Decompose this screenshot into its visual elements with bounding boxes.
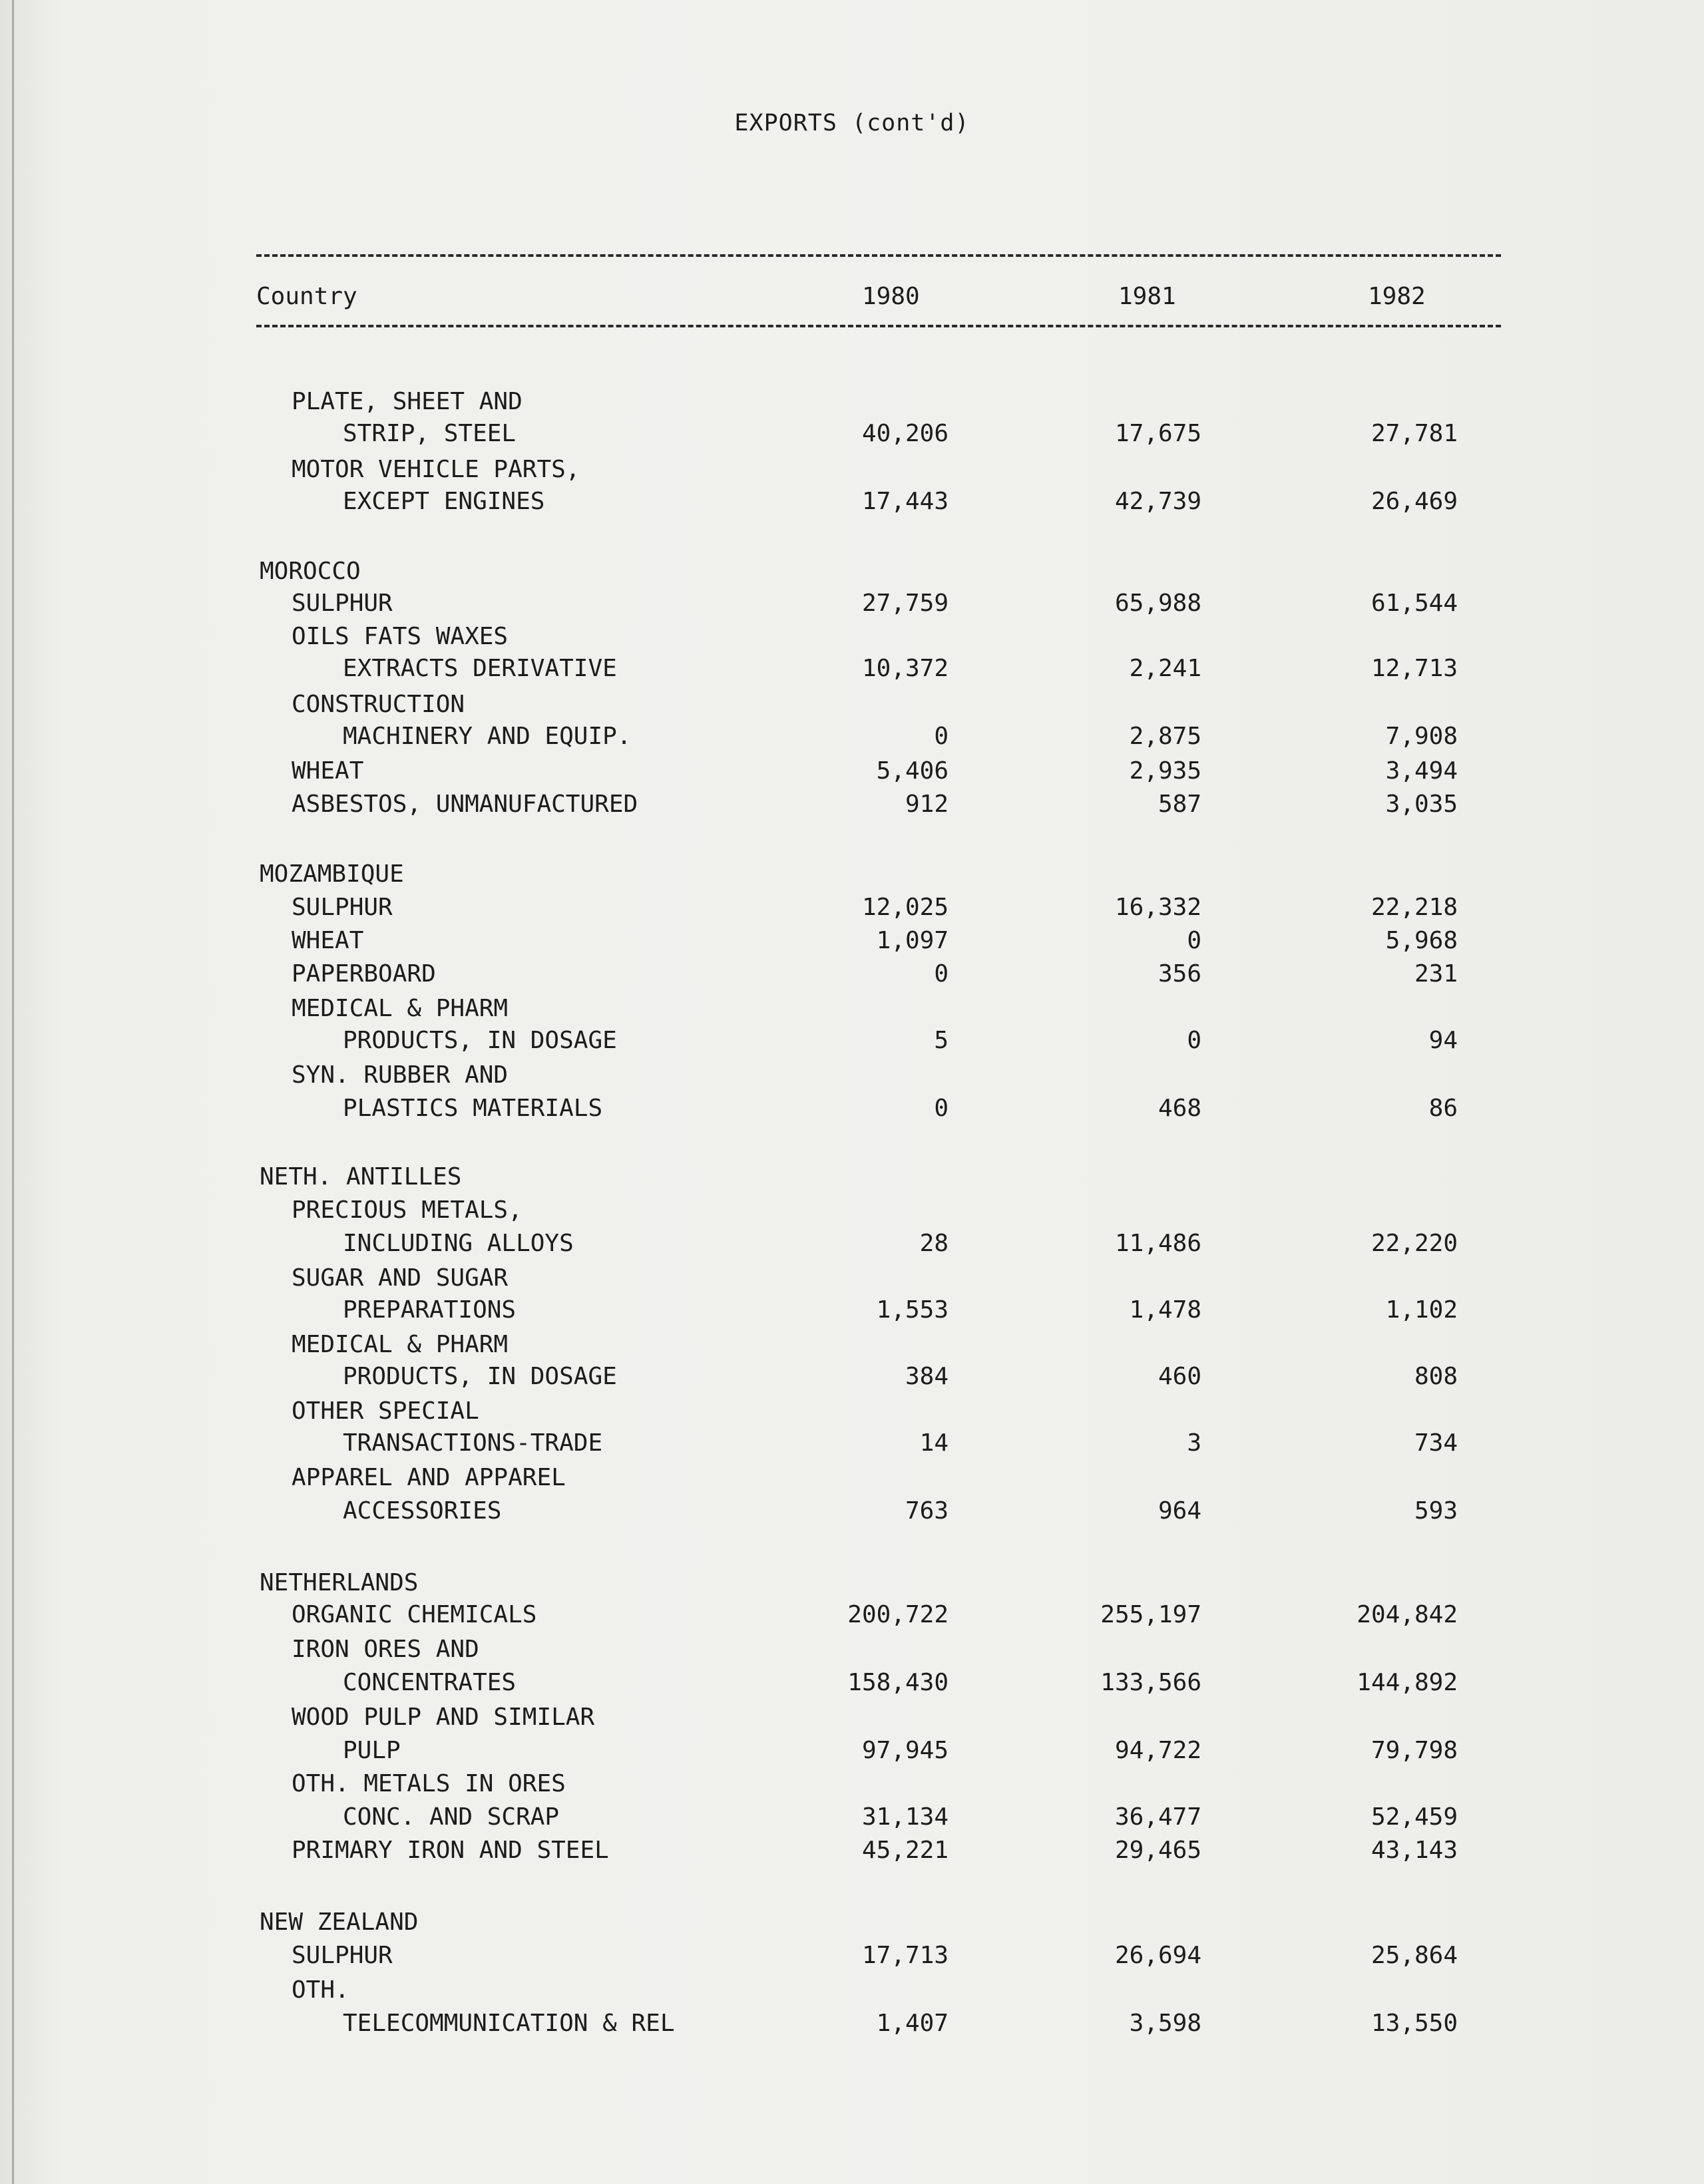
value-1980: 1,553 bbox=[876, 1296, 949, 1324]
value-1981: 3,598 bbox=[1129, 2010, 1201, 2037]
value-1980: 97,945 bbox=[861, 1737, 949, 1764]
table-row bbox=[0, 1161, 1704, 1193]
table-row bbox=[0, 1768, 1704, 1800]
commodity-label: MACHINERY AND EQUIP. bbox=[343, 723, 632, 750]
commodity-label: WHEAT bbox=[292, 757, 364, 785]
value-1981: 3 bbox=[1187, 1429, 1201, 1457]
value-1980: 1,407 bbox=[876, 2010, 949, 2037]
country-name: MOZAMBIQUE bbox=[260, 860, 404, 888]
table-row bbox=[0, 1801, 1704, 1833]
value-1980: 17,443 bbox=[861, 488, 949, 515]
table-row bbox=[0, 1427, 1704, 1459]
table-row bbox=[0, 1667, 1704, 1699]
commodity-label: SULPHUR bbox=[292, 590, 393, 617]
header-1982: 1982 bbox=[1368, 283, 1426, 310]
commodity-label: INCLUDING ALLOYS bbox=[343, 1230, 574, 1257]
value-1982: 12,713 bbox=[1371, 655, 1458, 682]
value-1980: 0 bbox=[934, 723, 949, 750]
value-1980: 28 bbox=[919, 1230, 949, 1257]
table-row bbox=[0, 1735, 1704, 1767]
commodity-label: ASBESTOS, UNMANUFACTURED bbox=[292, 791, 638, 818]
page-title: EXPORTS (cont'd) bbox=[734, 110, 970, 136]
commodity-label: PRODUCTS, IN DOSAGE bbox=[343, 1027, 617, 1054]
table-row bbox=[0, 486, 1704, 518]
country-name: NETH. ANTILLES bbox=[260, 1163, 462, 1190]
commodity-label: STRIP, STEEL bbox=[343, 420, 517, 447]
commodity-label: SULPHUR bbox=[292, 894, 393, 921]
value-1982: 52,459 bbox=[1371, 1803, 1458, 1831]
country-name: NEW ZEALAND bbox=[260, 1909, 419, 1936]
table-row bbox=[0, 789, 1704, 820]
table-row bbox=[0, 993, 1704, 1025]
table-header-rule bbox=[256, 325, 1501, 327]
value-1982: 61,544 bbox=[1371, 590, 1458, 617]
commodity-label: PREPARATIONS bbox=[343, 1296, 517, 1324]
value-1980: 5,406 bbox=[876, 757, 949, 785]
value-1982: 26,469 bbox=[1371, 488, 1458, 515]
value-1981: 11,486 bbox=[1114, 1230, 1201, 1257]
value-1982: 5,968 bbox=[1385, 927, 1458, 954]
commodity-label: PRECIOUS METALS, bbox=[292, 1196, 523, 1224]
value-1982: 231 bbox=[1414, 960, 1458, 988]
value-1980: 0 bbox=[934, 960, 949, 988]
commodity-label: PULP bbox=[343, 1737, 401, 1764]
value-1982: 22,220 bbox=[1371, 1230, 1458, 1257]
table-row bbox=[0, 1835, 1704, 1867]
commodity-label: CONC. AND SCRAP bbox=[343, 1803, 560, 1831]
value-1982: 79,798 bbox=[1371, 1737, 1458, 1764]
value-1982: 86 bbox=[1428, 1095, 1458, 1122]
value-1981: 356 bbox=[1158, 960, 1201, 988]
table-row bbox=[0, 1907, 1704, 1938]
value-1980: 45,221 bbox=[861, 1837, 949, 1864]
commodity-label: OTHER SPECIAL bbox=[292, 1397, 479, 1425]
table-row bbox=[0, 1495, 1704, 1527]
value-1980: 31,134 bbox=[861, 1803, 949, 1831]
table-row bbox=[0, 1025, 1704, 1057]
country-name: MOROCCO bbox=[260, 558, 361, 585]
commodity-label: IRON ORES AND bbox=[292, 1636, 479, 1663]
table-row bbox=[0, 689, 1704, 721]
table-top-rule bbox=[256, 254, 1501, 257]
value-1980: 200,722 bbox=[847, 1601, 949, 1628]
value-1981: 255,197 bbox=[1100, 1601, 1201, 1628]
value-1982: 3,035 bbox=[1385, 791, 1458, 818]
value-1982: 734 bbox=[1414, 1429, 1458, 1457]
value-1982: 593 bbox=[1414, 1497, 1458, 1525]
commodity-label: MEDICAL & PHARM bbox=[292, 1331, 509, 1358]
commodity-label: PLATE, SHEET AND bbox=[292, 388, 523, 415]
table-row bbox=[0, 454, 1704, 486]
table-row bbox=[0, 1462, 1704, 1494]
value-1980: 17,713 bbox=[861, 1942, 949, 1969]
value-1982: 808 bbox=[1414, 1363, 1458, 1390]
value-1981: 17,675 bbox=[1114, 420, 1201, 447]
table-row bbox=[0, 386, 1704, 418]
commodity-label: CONCENTRATES bbox=[343, 1669, 517, 1696]
commodity-label: APPAREL AND APPAREL bbox=[292, 1464, 566, 1491]
value-1982: 3,494 bbox=[1385, 757, 1458, 785]
table-row bbox=[0, 1093, 1704, 1125]
commodity-label: WHEAT bbox=[292, 927, 364, 954]
table-row bbox=[0, 418, 1704, 450]
commodity-label: EXCEPT ENGINES bbox=[343, 488, 545, 515]
table-row bbox=[0, 1228, 1704, 1260]
table-row bbox=[0, 1262, 1704, 1294]
commodity-label: PLASTICS MATERIALS bbox=[343, 1095, 603, 1122]
table-row bbox=[0, 925, 1704, 957]
value-1980: 14 bbox=[919, 1429, 949, 1457]
commodity-label: MOTOR VEHICLE PARTS, bbox=[292, 456, 580, 483]
value-1982: 13,550 bbox=[1371, 2010, 1458, 2037]
table-row bbox=[0, 1395, 1704, 1427]
table-row bbox=[0, 1059, 1704, 1091]
table-row bbox=[0, 653, 1704, 685]
value-1982: 1,102 bbox=[1385, 1296, 1458, 1324]
value-1982: 144,892 bbox=[1357, 1669, 1458, 1696]
value-1981: 36,477 bbox=[1114, 1803, 1201, 1831]
table-row bbox=[0, 958, 1704, 990]
table-row bbox=[0, 1702, 1704, 1733]
value-1981: 2,875 bbox=[1129, 723, 1201, 750]
commodity-label: TRANSACTIONS-TRADE bbox=[343, 1429, 603, 1457]
table-row bbox=[0, 1974, 1704, 2006]
value-1982: 7,908 bbox=[1385, 723, 1458, 750]
value-1981: 2,935 bbox=[1129, 757, 1201, 785]
commodity-label: PRODUCTS, IN DOSAGE bbox=[343, 1363, 617, 1390]
commodity-label: CONSTRUCTION bbox=[292, 691, 465, 718]
value-1980: 912 bbox=[905, 791, 949, 818]
commodity-label: SYN. RUBBER AND bbox=[292, 1061, 509, 1089]
commodity-label: TELECOMMUNICATION & REL bbox=[343, 2010, 675, 2037]
value-1981: 42,739 bbox=[1114, 488, 1201, 515]
header-1980: 1980 bbox=[862, 283, 920, 310]
table-row bbox=[0, 755, 1704, 787]
table-row bbox=[0, 2008, 1704, 2040]
value-1980: 40,206 bbox=[861, 420, 949, 447]
value-1980: 10,372 bbox=[861, 655, 949, 682]
commodity-label: OILS FATS WAXES bbox=[292, 623, 509, 650]
value-1980: 12,025 bbox=[861, 894, 949, 921]
value-1981: 468 bbox=[1158, 1095, 1201, 1122]
table-row bbox=[0, 1294, 1704, 1326]
table-row bbox=[0, 1599, 1704, 1631]
table-row bbox=[0, 892, 1704, 924]
commodity-label: SULPHUR bbox=[292, 1942, 393, 1969]
value-1982: 94 bbox=[1428, 1027, 1458, 1054]
table-row bbox=[0, 1329, 1704, 1361]
value-1981: 964 bbox=[1158, 1497, 1201, 1525]
value-1980: 0 bbox=[934, 1095, 949, 1122]
value-1981: 65,988 bbox=[1114, 590, 1201, 617]
commodity-label: WOOD PULP AND SIMILAR bbox=[292, 1704, 595, 1731]
table-row bbox=[0, 1634, 1704, 1666]
commodity-label: OTH. METALS IN ORES bbox=[292, 1770, 566, 1797]
table-row bbox=[0, 556, 1704, 588]
table-row bbox=[0, 1940, 1704, 1972]
table-row bbox=[0, 1567, 1704, 1599]
value-1981: 29,465 bbox=[1114, 1837, 1201, 1864]
table-row bbox=[0, 1361, 1704, 1393]
value-1981: 0 bbox=[1187, 927, 1201, 954]
value-1981: 460 bbox=[1158, 1363, 1201, 1390]
value-1981: 2,241 bbox=[1129, 655, 1201, 682]
value-1980: 5 bbox=[934, 1027, 949, 1054]
value-1982: 204,842 bbox=[1357, 1601, 1458, 1628]
value-1981: 94,722 bbox=[1114, 1737, 1201, 1764]
commodity-label: OTH. bbox=[292, 1976, 349, 2004]
table-row bbox=[0, 721, 1704, 753]
value-1982: 25,864 bbox=[1371, 1942, 1458, 1969]
commodity-label: ACCESSORIES bbox=[343, 1497, 502, 1525]
value-1980: 384 bbox=[905, 1363, 949, 1390]
header-1981: 1981 bbox=[1118, 283, 1176, 310]
country-name: NETHERLANDS bbox=[260, 1569, 419, 1596]
value-1981: 0 bbox=[1187, 1027, 1201, 1054]
value-1980: 27,759 bbox=[861, 590, 949, 617]
table-row bbox=[0, 1194, 1704, 1226]
commodity-label: EXTRACTS DERIVATIVE bbox=[343, 655, 617, 682]
value-1981: 133,566 bbox=[1100, 1669, 1201, 1696]
value-1980: 1,097 bbox=[876, 927, 949, 954]
value-1982: 27,781 bbox=[1371, 420, 1458, 447]
commodity-label: PAPERBOARD bbox=[292, 960, 436, 988]
value-1981: 587 bbox=[1158, 791, 1201, 818]
commodity-label: MEDICAL & PHARM bbox=[292, 995, 509, 1022]
value-1982: 22,218 bbox=[1371, 894, 1458, 921]
commodity-label: SUGAR AND SUGAR bbox=[292, 1264, 509, 1292]
value-1981: 26,694 bbox=[1114, 1942, 1201, 1969]
table-row bbox=[0, 588, 1704, 620]
value-1980: 763 bbox=[905, 1497, 949, 1525]
value-1981: 16,332 bbox=[1114, 894, 1201, 921]
commodity-label: ORGANIC CHEMICALS bbox=[292, 1601, 537, 1628]
value-1981: 1,478 bbox=[1129, 1296, 1201, 1324]
table-row bbox=[0, 858, 1704, 890]
commodity-label: PRIMARY IRON AND STEEL bbox=[292, 1837, 609, 1864]
value-1982: 43,143 bbox=[1371, 1837, 1458, 1864]
value-1980: 158,430 bbox=[847, 1669, 949, 1696]
table-row bbox=[0, 621, 1704, 653]
header-country: Country bbox=[256, 283, 357, 310]
